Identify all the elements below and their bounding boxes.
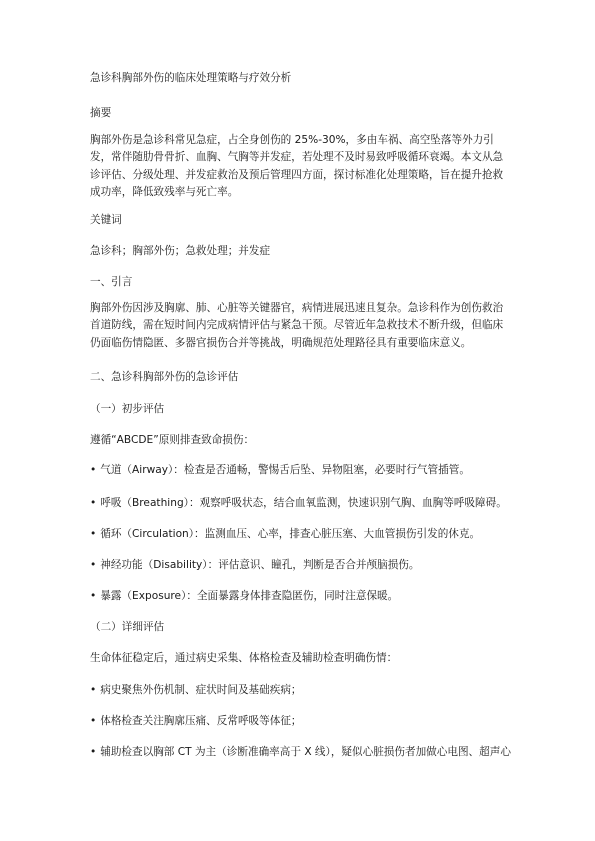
abstract-text: 胸部外伤是急诊科常见急症，占全身创伤的 25%-30%，多由车祸、高空坠落等外力引发，常伴随肋骨骨折、血胸、气胸等并发症，若处理不及时易致呼吸循环衰竭。本文从急诊评估、分级处理、并发症救治及预后管理四方面，探讨标准化处理策略，旨在提升抢救成功率，降低致残率与死亡率。 xyxy=(90,134,504,198)
subsection-1-intro: 遵循“ABCDE”原则排查致命损伤： xyxy=(90,434,255,446)
abstract-heading: 摘要 xyxy=(90,107,112,119)
list-item: • 暴露（Exposure）：全面暴露身体排查隐匿伤，同时注意保暖。 xyxy=(90,588,398,603)
section-1-heading: 一、引言 xyxy=(90,276,133,288)
list-item: • 循环（Circulation）：监测血压、心率，排查心脏压塞、大血管损伤引发的休克。 xyxy=(90,526,480,541)
list-item: • 气道（Airway）：检查是否通畅，警惕舌后坠、异物阻塞，必要时行气管插管。 xyxy=(90,462,470,477)
list-item: • 呼吸（Breathing）：观察呼吸状态，结合血氧监测，快速识别气胸、血胸等呼吸障碍。 xyxy=(90,495,507,510)
subsection-2-intro: 生命体征稳定后，通过病史采集、体格检查及辅助检查明确伤情： xyxy=(90,652,398,664)
doc-title: 急诊科胸部外伤的临床处理策略与疗效分析 xyxy=(90,72,292,84)
subsection-2-heading: （二）详细评估 xyxy=(90,621,165,633)
section-2-heading: 二、急诊科胸部外伤的急诊评估 xyxy=(90,371,239,383)
list-item: • 辅助检查以胸部 CT 为主（诊断准确率高于 X 线），疑似心脏损伤者加做心电图、超声心 xyxy=(90,744,511,759)
list-item: • 病史聚焦外伤机制、症状时间及基础疾病； xyxy=(90,682,302,697)
subsection-1-heading: （一）初步评估 xyxy=(90,403,165,415)
keywords-text: 急诊科；胸部外伤；急救处理；并发症 xyxy=(90,245,271,257)
section-1-text: 胸部外伤因涉及胸廓、肺、心脏等关键器官，病情进展迅速且复杂。急诊科作为创伤救治首道防线，需在短时间内完成病情评估与紧急干预。尽管近年急救技术不断升级，但临床仍面临伤情隐匿、多器官损伤合并等挑战，明确规范处理路径具有重要临床意义。 xyxy=(90,302,504,349)
list-item: • 神经功能（Disability）：评估意识、瞳孔，判断是否合并颅脑损伤。 xyxy=(90,557,419,572)
list-item: • 体格检查关注胸廓压痛、反常呼吸等体征； xyxy=(90,713,302,728)
keywords-heading: 关键词 xyxy=(90,214,122,226)
